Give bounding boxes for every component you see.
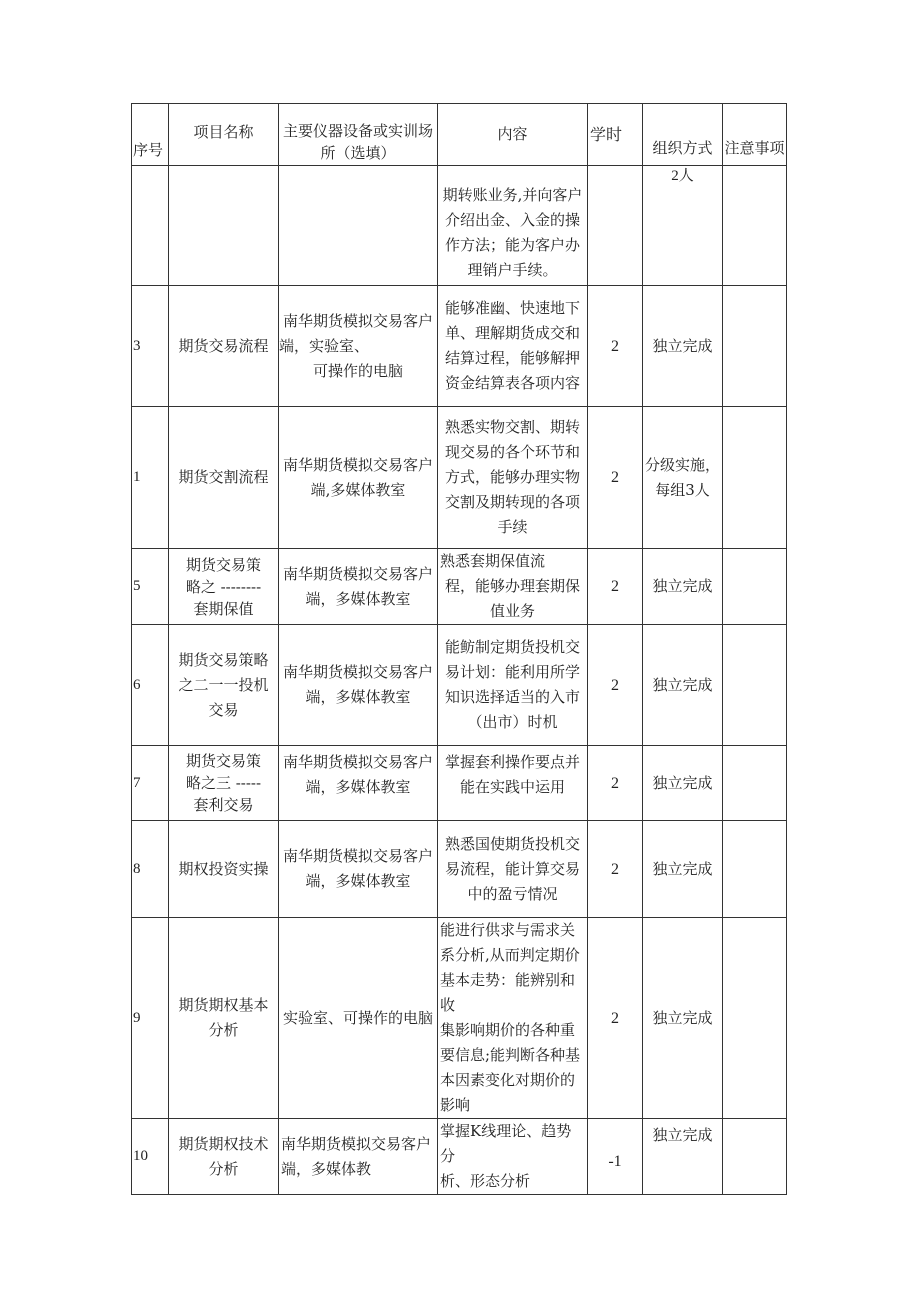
row-seq: 3 bbox=[132, 286, 169, 407]
row-equipment bbox=[279, 407, 438, 549]
row-content-line: 资金结算表各项内容 bbox=[444, 374, 580, 392]
row-organization bbox=[643, 821, 723, 918]
row-content-line: 能够准幽、快速地下 bbox=[444, 299, 580, 317]
row-equipment-line: 端，多媒体教室 bbox=[305, 589, 411, 608]
row-content-line: 要信息;能判断各种基 bbox=[440, 1046, 581, 1064]
row-equipment-line: 南华期货模拟交易客户 bbox=[282, 753, 433, 771]
row-content-line: 影响 bbox=[440, 1096, 471, 1114]
row-equipment-line: 南华期货模拟交易客户 bbox=[282, 663, 433, 681]
row-content-line: 能进行供求与需求关 bbox=[440, 921, 576, 939]
row-content-line: 熟悉实物交割、期转 bbox=[444, 418, 580, 436]
row-name-line: 期货交易策略 bbox=[178, 650, 269, 669]
row-equipment bbox=[279, 625, 438, 746]
row-organization-line: 独立完成 bbox=[652, 859, 713, 878]
row-equipment-line: 端，实验室、 bbox=[279, 336, 370, 355]
row-seq: 7 bbox=[132, 746, 169, 821]
row-organization bbox=[643, 746, 723, 821]
row-name-line: 略之三 ----- bbox=[185, 774, 262, 792]
row-content bbox=[438, 1119, 588, 1195]
row-name bbox=[169, 821, 279, 918]
table-row bbox=[132, 549, 787, 625]
table-row bbox=[132, 821, 787, 918]
row-name bbox=[169, 549, 279, 625]
row-name-line: 期货交割流程 bbox=[178, 468, 269, 486]
header-content: 内容 bbox=[438, 104, 588, 166]
row-equipment-line: 端，多媒体教室 bbox=[305, 688, 411, 706]
header-equipment bbox=[279, 104, 438, 166]
row-organization-line: 独立完成 bbox=[652, 1126, 713, 1144]
row-content-line: 掌握K线理论、趋势分 bbox=[440, 1122, 572, 1165]
cont-equipment bbox=[279, 166, 438, 286]
row-content-line: 熟悉国使期货投机交 bbox=[444, 834, 580, 853]
header-row bbox=[132, 104, 787, 166]
table-row bbox=[132, 918, 787, 1119]
row-notes bbox=[723, 821, 787, 918]
header-equipment-line2: 所（选填） bbox=[320, 144, 396, 162]
row-content bbox=[438, 407, 588, 549]
row-name-line: 期货交易策 bbox=[185, 555, 261, 574]
row-organization-line: 独立完成 bbox=[652, 577, 713, 595]
row-content-line: 手续 bbox=[497, 518, 528, 536]
row-equipment bbox=[279, 746, 438, 821]
row-organization bbox=[643, 1119, 723, 1195]
row-name-line: 套期保值 bbox=[193, 599, 254, 618]
row-organization bbox=[643, 918, 723, 1119]
cont-content-line: 介绍出金、入金的操 bbox=[444, 210, 580, 229]
row-equipment-line: 南华期货模拟交易客户 bbox=[282, 455, 433, 474]
row-equipment-line: 南华期货模拟交易客户 bbox=[281, 1134, 432, 1153]
row-content-line: 知识选择适当的入市 bbox=[444, 688, 580, 706]
row-name bbox=[169, 625, 279, 746]
row-hours: 2 bbox=[588, 821, 643, 918]
table-row bbox=[132, 746, 787, 821]
row-notes bbox=[723, 625, 787, 746]
row-name-line: 交易 bbox=[208, 700, 239, 719]
row-seq: 8 bbox=[132, 821, 169, 918]
row-hours: 2 bbox=[588, 549, 643, 625]
row-equipment-line: 南华期货模拟交易客户 bbox=[282, 311, 433, 330]
row-content-line: 析、形态分析 bbox=[440, 1172, 531, 1190]
row-organization-line: 分级实施， bbox=[644, 455, 720, 474]
row-notes bbox=[723, 746, 787, 821]
row-seq: 10 bbox=[132, 1119, 169, 1195]
row-name-line: 期货交易流程 bbox=[178, 336, 269, 355]
row-name bbox=[169, 918, 279, 1119]
row-content-line: （出市）时机 bbox=[467, 713, 558, 731]
row-content-line: 中的盈亏情况 bbox=[467, 884, 558, 903]
row-hours: 2 bbox=[588, 625, 643, 746]
cont-seq bbox=[132, 166, 169, 286]
cont-organization: 2人 bbox=[643, 166, 723, 286]
row-organization bbox=[643, 407, 723, 549]
row-seq: 6 bbox=[132, 625, 169, 746]
cont-content-line: 理销户手续。 bbox=[467, 260, 558, 279]
row-name-line: 略之 -------- bbox=[185, 577, 262, 596]
row-seq: 5 bbox=[132, 549, 169, 625]
row-content-line: 熟悉套期保值流 bbox=[440, 552, 546, 570]
row-equipment-line: 南华期货模拟交易客户 bbox=[282, 847, 433, 865]
row-hours: 2 bbox=[588, 286, 643, 407]
cont-name bbox=[169, 166, 279, 286]
row-equipment bbox=[279, 918, 438, 1119]
row-content-line: 程，能够办理套期保 bbox=[444, 577, 580, 595]
row-organization-line: 独立完成 bbox=[652, 336, 713, 355]
header-hours: 学时 bbox=[588, 104, 643, 166]
row-notes bbox=[723, 286, 787, 407]
row-content bbox=[438, 625, 588, 746]
table-row bbox=[132, 286, 787, 407]
row-name-line: 期货交易策 bbox=[185, 752, 261, 770]
row-equipment bbox=[279, 1119, 438, 1195]
row-content-line: 集影响期价的各种重 bbox=[440, 1021, 576, 1039]
row-organization-line: 每组3人 bbox=[655, 480, 710, 499]
row-content-line: 易计划：能利用所学 bbox=[444, 663, 580, 681]
row-name-line: 期货期权基本 bbox=[178, 996, 269, 1014]
row-hours: 2 bbox=[588, 918, 643, 1119]
row-seq: 9 bbox=[132, 918, 169, 1119]
row-hours: 2 bbox=[588, 407, 643, 549]
row-equipment bbox=[279, 821, 438, 918]
row-content-line: 能在实践中运用 bbox=[459, 778, 565, 796]
table-row bbox=[132, 407, 787, 549]
row-equipment-line: 南华期货模拟交易客户 bbox=[282, 564, 433, 583]
row-content-line: 交割及期转现的各项 bbox=[444, 493, 580, 511]
row-hours: -1 bbox=[588, 1119, 643, 1195]
row-name-line: 期货期权技术 bbox=[178, 1134, 269, 1153]
row-name-line: 期权投资实操 bbox=[178, 859, 269, 878]
cont-content-line: 作方法；能为客户办 bbox=[444, 235, 580, 254]
row-equipment-line: 端，多媒体教室 bbox=[305, 872, 411, 890]
cont-notes bbox=[723, 166, 787, 286]
header-equipment-line1: 主要仪器设备或实训场 bbox=[282, 122, 433, 140]
row-equipment bbox=[279, 286, 438, 407]
row-equipment-line: 端，多媒体教室 bbox=[305, 778, 411, 796]
row-content-line: 方式，能够办理实物 bbox=[444, 468, 580, 486]
row-content-line: 现交易的各个环节和 bbox=[444, 443, 580, 461]
row-organization bbox=[643, 286, 723, 407]
row-equipment-line: 可操作的电脑 bbox=[312, 361, 403, 380]
row-name bbox=[169, 746, 279, 821]
header-name: 项目名称 bbox=[169, 104, 279, 166]
table-row bbox=[132, 1119, 787, 1195]
row-notes bbox=[723, 549, 787, 625]
row-name-line: 分析 bbox=[208, 1159, 239, 1178]
row-seq: 1 bbox=[132, 407, 169, 549]
row-content-line: 掌握套利操作要点并 bbox=[444, 753, 580, 771]
row-name bbox=[169, 407, 279, 549]
row-name-line: 之二一一投机 bbox=[178, 675, 269, 694]
cont-content bbox=[438, 166, 588, 286]
row-content-line: 单、理解期货成交和 bbox=[444, 324, 580, 342]
row-content-line: 基本走势：能辨别和收 bbox=[440, 971, 576, 1014]
row-content bbox=[438, 918, 588, 1119]
row-hours: 2 bbox=[588, 746, 643, 821]
header-seq: 序号 bbox=[132, 104, 169, 166]
row-notes bbox=[723, 918, 787, 1119]
header-notes: 注意事项 bbox=[723, 104, 787, 166]
row-organization bbox=[643, 625, 723, 746]
training-projects-table bbox=[131, 103, 787, 1195]
row-organization bbox=[643, 549, 723, 625]
cont-content-line: 期转账业务,并向客户 bbox=[442, 185, 583, 204]
header-organization: 组织方式 bbox=[643, 104, 723, 166]
row-name bbox=[169, 286, 279, 407]
row-content-line: 系分析,从而判定期价 bbox=[440, 946, 580, 964]
row-equipment-line: 端,多媒体教室 bbox=[310, 480, 406, 499]
row-equipment bbox=[279, 549, 438, 625]
row-content bbox=[438, 821, 588, 918]
row-notes bbox=[723, 1119, 787, 1195]
row-content-line: 值业务 bbox=[489, 602, 535, 620]
row-equipment-line: 实验室、可操作的电脑 bbox=[282, 1008, 433, 1027]
row-content bbox=[438, 549, 588, 625]
table-row bbox=[132, 625, 787, 746]
row-notes bbox=[723, 407, 787, 549]
row-content-line: 本因素变化对期价的 bbox=[440, 1071, 576, 1089]
row-content-line: 结算过程，能够解押 bbox=[444, 349, 580, 367]
row-name bbox=[169, 1119, 279, 1195]
cont-hours bbox=[588, 166, 643, 286]
continuation-row bbox=[132, 166, 787, 286]
row-content-line: 能鲂制定期货投机交 bbox=[444, 638, 580, 656]
row-name-line: 套利交易 bbox=[193, 796, 254, 814]
row-organization-line: 独立完成 bbox=[652, 773, 713, 792]
row-name-line: 分析 bbox=[208, 1021, 239, 1039]
row-organization-line: 独立完成 bbox=[652, 675, 713, 694]
row-content bbox=[438, 286, 588, 407]
row-content-line: 易流程，能计算交易 bbox=[444, 859, 580, 878]
row-organization-line: 独立完成 bbox=[652, 1008, 713, 1027]
row-equipment-line: 端，多媒体教 bbox=[281, 1159, 372, 1178]
row-content bbox=[438, 746, 588, 821]
